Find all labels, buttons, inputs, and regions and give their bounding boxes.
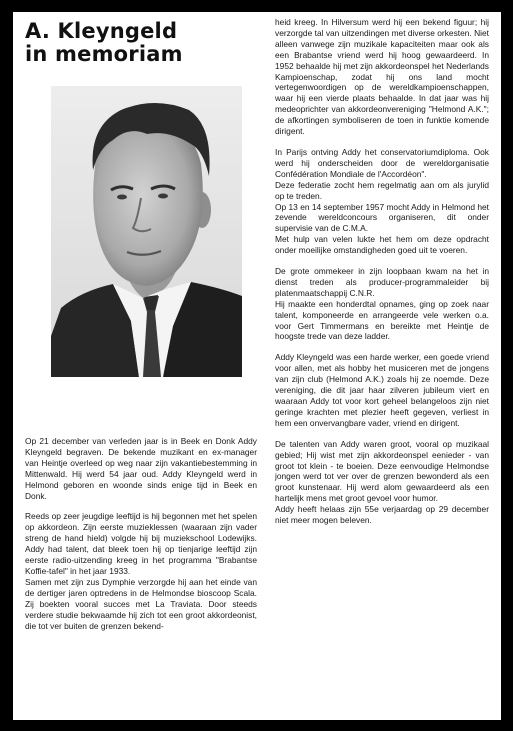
right-paragraph-10: Addy heeft helaas zijn 55e verjaardag op 29 december niet meer mogen beleven.: [275, 504, 489, 526]
portrait-photo: [51, 86, 242, 377]
right-paragraph-7: Hij maakte een honderdtal opnames, ging op zoek naar talent, komponeerde en arrangeerde vele werken o.a. voor Gert Timmermans en bereikte met Heintje de hoogste trede van deze ladder.: [275, 298, 489, 342]
right-paragraph-5: Met hulp van velen lukte het hem om deze opdracht onder moeilijke omstandigheden goed uit te voeren.: [275, 234, 489, 256]
right-paragraph-4: Op 13 en 14 september 1957 mocht Addy in Helmond het zevende wereldconcours organiseren, dit onder supervisie van de C.M.A.: [275, 201, 489, 234]
article-title: [25, 20, 183, 66]
right-paragraph-3: Deze federatie zocht hem regelmatig aan om als jurylid op te treden.: [275, 179, 489, 201]
right-paragraph-8: Addy Kleyngeld was een harde werker, een goede vriend voor allen, met als hobby het musiceren met de jongens van zijn club (Helmond A.K.) zoals hij ze noemde. Deze vereniging, die dit jaar haar zilveren jubileum viert en waaraan Addy tot voor kort geheel belangeloos zijn niet geringe krachten met plezier heeft gegeven, verliest in hem een onvervangbare vader, vriend en dirigent.: [275, 352, 489, 428]
title-line-1: A. Kleyngeld: [25, 19, 178, 43]
right-paragraph-2: In Parijs ontving Addy het conservatoriumdiploma. Ook werd hij onderscheiden door de wereldorganisatie Confédération Mondiale de l'Accordéon".: [275, 146, 489, 179]
article-column-left: [25, 436, 257, 641]
portrait-image: [51, 86, 242, 377]
magazine-page: [13, 12, 501, 720]
left-paragraph-2: Reeds op zeer jeugdige leeftijd is hij begonnen met het spelen op akkordeon. Zijn eerste muzieklessen (waaraan zijn vader streng de hand hield) volgde hij bij muziekschool Lodewijks. Addy had talent, dat bleek toen hij op tienjarige leeftijd zijn eerste radio-uitzending kreeg in het programma "Brabantse Koffie-tafel" in het jaar 1933.: [25, 511, 257, 576]
left-paragraph-1: Op 21 december van verleden jaar is in Beek en Donk Addy Kleyngeld begraven. De bekende muzikant en ex-manager van Heintje overleed op weg naar zijn vakantiebestemming in Mittenwald. Hij werd 54 jaar oud. Addy Kleyngeld werd in Helmond geboren en woonde sinds enige tijd in Beek en Donk.: [25, 436, 257, 501]
right-paragraph-9: De talenten van Addy waren groot, vooral op muzikaal gebied; Hij wist met zijn akkordeonspel eenieder - van groot tot klein - te boeien. Deze eenvoudige Helmondse jongen werd tot ver over de grenzen bewonderd als een groot kunstenaar. Hij werd alom gewaardeerd als een hartelijk mens met groot gevoel voor humor.: [275, 438, 489, 504]
right-paragraph-6: De grote ommekeer in zijn loopbaan kwam na het in dienst treden als producer-programmaleider bij platenmaatschappij C.N.R.: [275, 266, 489, 298]
left-paragraph-3: Samen met zijn zus Dymphie verzorgde hij aan het einde van de dertiger jaren optredens in de Helmondse bioscoop Scala. Zij boekten vooral succes met La Traviata. Door steeds verdere studie bekwaamde hij zich tot een groot akkordeonist, die tot ver buiten de grenzen bekend-: [25, 576, 257, 631]
right-paragraph-1: heid kreeg. In Hilversum werd hij een bekend figuur; hij verzorgde tal van uitzendingen met diverse orkesten. Niet alleen vanwege zijn muzikale kapaciteiten maar ook als een Brabantse vriend werd hij hoog gewaardeerd. In 1952 behaalde hij met zijn akkordeonspel het Nederlands Kampioenschap, zodat hij ons land mocht vertegenwoordigen op de wereldkampioenschappen, waar hij een vierde plaats behaalde. In dat jaar was hij medeoprichter van akkordeonvereniging "Helmond A.K."; de afkortingen symboliseren de toen in funktie komende dirigent.: [275, 17, 489, 137]
article-column-right: [275, 17, 489, 536]
title-line-2: in memoriam: [25, 42, 183, 66]
